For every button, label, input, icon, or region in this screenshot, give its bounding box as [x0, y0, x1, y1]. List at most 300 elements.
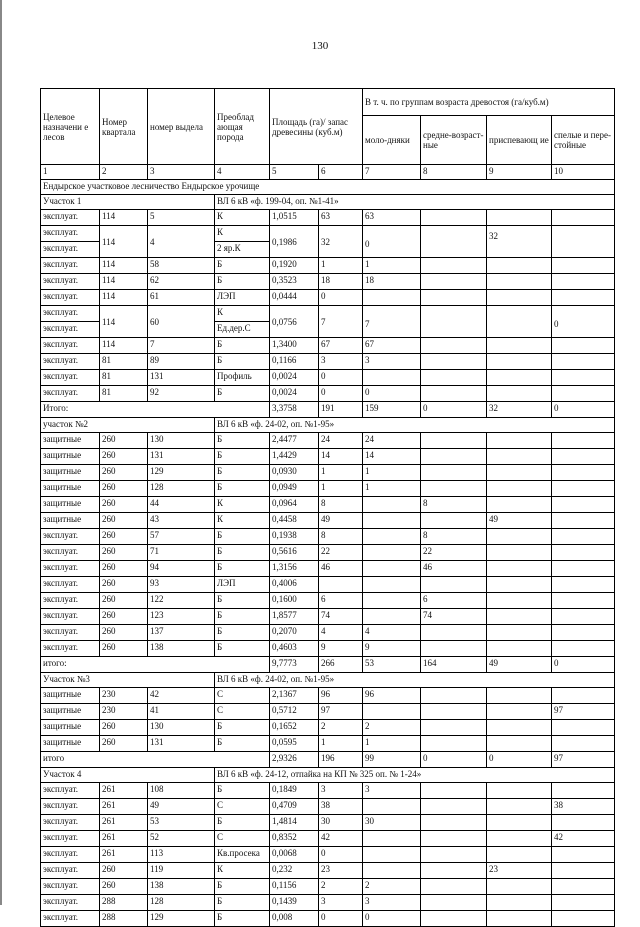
area-cell: 0,1849 [270, 783, 319, 799]
total-volume: 266 [319, 657, 363, 673]
species-cell: Б [215, 736, 270, 752]
allotment-cell: 113 [148, 847, 215, 863]
forest-age-table [40, 88, 615, 927]
mat-cell [552, 593, 615, 609]
volume-cell: 2 [319, 720, 363, 736]
table-row [41, 545, 615, 561]
young-cell: 67 [363, 338, 421, 354]
mat-cell [552, 290, 615, 306]
header-species: Преоблад ающая порода [215, 89, 270, 165]
area-cell: 0,1920 [270, 258, 319, 274]
rip-cell [487, 338, 552, 354]
total-mature: 97 [552, 752, 615, 768]
allotment-cell: 119 [148, 863, 215, 879]
rip-cell [487, 609, 552, 625]
rip-cell [487, 831, 552, 847]
purpose-cell: эксплуат. [41, 609, 100, 625]
purpose-cell: эксплуат. [41, 370, 100, 386]
purpose-cell: эксплуат. [41, 815, 100, 831]
purpose-cell: эксплуат. [41, 258, 100, 274]
young-cell [363, 290, 421, 306]
allotment-cell: 138 [148, 879, 215, 895]
mat-cell [552, 513, 615, 529]
young-cell [363, 704, 421, 720]
purpose-cell: эксплуат. [41, 593, 100, 609]
area-cell: 0,4458 [270, 513, 319, 529]
table-row [41, 847, 615, 863]
table-row [41, 258, 615, 274]
purpose-cell: эксплуат. [41, 879, 100, 895]
species-cell: К [215, 306, 270, 322]
quarter-cell: 260 [100, 561, 148, 577]
area-cell: 0,4603 [270, 641, 319, 657]
purpose-cell: защитные [41, 433, 100, 449]
mat-cell [552, 783, 615, 799]
mat-cell [552, 895, 615, 911]
column-number: 5 [270, 165, 319, 180]
species-cell: К [215, 226, 270, 242]
area-cell: 1,4814 [270, 815, 319, 831]
allotment-cell: 62 [148, 274, 215, 290]
mat-value: 0 [554, 319, 559, 329]
area-cell: 0,0024 [270, 370, 319, 386]
quarter-cell: 260 [100, 577, 148, 593]
purpose-cell: эксплуат. [41, 386, 100, 402]
volume-cell: 4 [319, 625, 363, 641]
mid-cell [421, 274, 487, 290]
young-cell [363, 577, 421, 593]
volume-cell: 1 [319, 465, 363, 481]
total-volume: 196 [319, 752, 363, 768]
power-line-label: ВЛ 6 кВ «ф. 24-02, оп. №1-95» [215, 418, 615, 433]
area-cell: 0,008 [270, 911, 319, 927]
total-young: 159 [363, 402, 421, 418]
young-cell [363, 831, 421, 847]
area-cell: 0,4006 [270, 577, 319, 593]
young-cell: 1 [363, 258, 421, 274]
quarter-cell: 260 [100, 513, 148, 529]
young-cell: 2 [363, 720, 421, 736]
young-cell: 30 [363, 815, 421, 831]
mid-cell [421, 386, 487, 402]
mid-cell [421, 449, 487, 465]
purpose-cell: эксплуат. [41, 863, 100, 879]
mat-cell [552, 354, 615, 370]
area-cell: 0,1166 [270, 354, 319, 370]
allotment-cell: 129 [148, 911, 215, 927]
power-line-label: ВЛ 6 кВ «ф. 24-02, оп. №1-95» [215, 673, 615, 688]
mid-cell [421, 720, 487, 736]
species-cell: Профиль [215, 370, 270, 386]
purpose-cell: эксплуат. [41, 847, 100, 863]
species-cell: Кв.просека [215, 847, 270, 863]
total-ripening: 49 [487, 657, 552, 673]
rip-value: 32 [489, 231, 499, 241]
area-cell: 1,8577 [270, 609, 319, 625]
mid-cell [421, 625, 487, 641]
species-cell: Б [215, 258, 270, 274]
species-cell: С [215, 831, 270, 847]
mat-cell [552, 210, 615, 226]
mid-cell [421, 895, 487, 911]
young-cell [363, 306, 421, 338]
species-cell: Б [215, 895, 270, 911]
forestry-title: Ендырское участковое лесничество Ендырское урочище [41, 180, 615, 195]
volume-cell: 3 [319, 895, 363, 911]
allotment-cell: 93 [148, 577, 215, 593]
allotment-cell: 53 [148, 815, 215, 831]
area-cell: 0,232 [270, 863, 319, 879]
purpose-cell: эксплуат. [41, 561, 100, 577]
allotment-cell: 131 [148, 370, 215, 386]
power-line-label: ВЛ 6 кВ «ф. 24-12, отпайка на КП № 325 оп. № 1-24» [215, 768, 615, 783]
mid-cell [421, 258, 487, 274]
volume-cell: 38 [319, 799, 363, 815]
total-volume: 191 [319, 402, 363, 418]
mid-cell [421, 736, 487, 752]
young-value: 0 [365, 239, 370, 249]
area-cell: 0,0930 [270, 465, 319, 481]
mid-cell [421, 210, 487, 226]
mid-cell: 8 [421, 497, 487, 513]
quarter-cell: 260 [100, 609, 148, 625]
total-ripening: 0 [487, 752, 552, 768]
quarter-cell: 261 [100, 799, 148, 815]
young-cell [363, 561, 421, 577]
purpose-cell: эксплуат. [41, 831, 100, 847]
volume-cell: 0 [319, 370, 363, 386]
rip-cell [487, 720, 552, 736]
purpose-cell: эксплуат. [41, 306, 100, 322]
species-cell: Б [215, 609, 270, 625]
allotment-cell: 7 [148, 338, 215, 354]
allotment-cell: 138 [148, 641, 215, 657]
table-row [41, 210, 615, 226]
total-label: Итого: [41, 402, 270, 418]
quarter-cell: 288 [100, 911, 148, 927]
quarter-cell: 260 [100, 497, 148, 513]
section-name: Участок 4 [41, 768, 215, 783]
table-row [41, 625, 615, 641]
page-number: 130 [311, 40, 329, 52]
total-middle-aged: 0 [421, 752, 487, 768]
table-row [41, 720, 615, 736]
quarter-cell: 260 [100, 879, 148, 895]
purpose-cell: защитные [41, 704, 100, 720]
mid-cell [421, 688, 487, 704]
quarter-cell: 114 [100, 226, 148, 258]
purpose-cell: эксплуат. [41, 911, 100, 927]
table-row [41, 386, 615, 402]
young-cell [363, 863, 421, 879]
table-row [41, 513, 615, 529]
allotment-cell: 92 [148, 386, 215, 402]
species-cell: Б [215, 815, 270, 831]
area-cell: 0,0444 [270, 290, 319, 306]
mid-cell [421, 641, 487, 657]
young-cell: 0 [363, 911, 421, 927]
total-label: итого: [41, 657, 270, 673]
quarter-cell: 260 [100, 449, 148, 465]
volume-cell: 42 [319, 831, 363, 847]
young-cell [363, 497, 421, 513]
area-cell: 1,0515 [270, 210, 319, 226]
table-row [41, 306, 615, 322]
purpose-cell: эксплуат. [41, 274, 100, 290]
table-row [41, 561, 615, 577]
mid-cell [421, 863, 487, 879]
quarter-cell: 260 [100, 465, 148, 481]
rip-cell: 49 [487, 513, 552, 529]
table-row [41, 529, 615, 545]
mat-cell: 38 [552, 799, 615, 815]
area-cell: 0,1439 [270, 895, 319, 911]
volume-cell: 1 [319, 258, 363, 274]
quarter-cell: 260 [100, 481, 148, 497]
volume-cell: 1 [319, 481, 363, 497]
total-middle-aged: 0 [421, 402, 487, 418]
rip-cell [487, 625, 552, 641]
quarter-cell: 260 [100, 863, 148, 879]
quarter-cell: 260 [100, 529, 148, 545]
rip-cell [487, 688, 552, 704]
header-area: Площадь (га)/ запас древесины (куб.м) [270, 89, 363, 165]
area-cell: 0,0595 [270, 736, 319, 752]
table-row [41, 577, 615, 593]
table-row [41, 481, 615, 497]
rip-cell [487, 481, 552, 497]
rip-cell [487, 433, 552, 449]
mat-cell [552, 847, 615, 863]
mid-cell [421, 879, 487, 895]
species-cell: Ед.дер.С [215, 322, 270, 338]
total-ripening: 32 [487, 402, 552, 418]
rip-cell [487, 210, 552, 226]
rip-cell [487, 783, 552, 799]
table-row [41, 879, 615, 895]
rip-cell [487, 545, 552, 561]
mid-cell [421, 513, 487, 529]
mat-cell [552, 258, 615, 274]
mid-cell [421, 354, 487, 370]
species-cell: Б [215, 386, 270, 402]
area-cell: 1,3400 [270, 338, 319, 354]
species-cell: Б [215, 545, 270, 561]
young-cell: 24 [363, 433, 421, 449]
volume-cell: 14 [319, 449, 363, 465]
allotment-cell: 41 [148, 704, 215, 720]
species-cell: Б [215, 274, 270, 290]
young-cell: 18 [363, 274, 421, 290]
rip-cell [487, 274, 552, 290]
mat-cell [552, 736, 615, 752]
allotment-cell: 123 [148, 609, 215, 625]
young-cell [363, 545, 421, 561]
mat-cell [552, 561, 615, 577]
volume-cell: 32 [319, 226, 363, 258]
allotment-cell: 108 [148, 783, 215, 799]
species-cell: Б [215, 529, 270, 545]
purpose-cell: эксплуат. [41, 338, 100, 354]
volume-cell: 1 [319, 736, 363, 752]
volume-cell: 97 [319, 704, 363, 720]
total-young: 53 [363, 657, 421, 673]
column-number: 2 [100, 165, 148, 180]
mid-cell [421, 783, 487, 799]
mat-cell [552, 449, 615, 465]
table-row [41, 704, 615, 720]
rip-cell [487, 847, 552, 863]
quarter-cell: 260 [100, 433, 148, 449]
area-cell: 0,3523 [270, 274, 319, 290]
area-cell: 0,8352 [270, 831, 319, 847]
total-area: 3,3758 [270, 402, 319, 418]
allotment-cell: 57 [148, 529, 215, 545]
rip-cell [487, 497, 552, 513]
quarter-cell: 114 [100, 338, 148, 354]
species-cell: Б [215, 593, 270, 609]
mid-cell [421, 831, 487, 847]
table-row [41, 274, 615, 290]
rip-cell [487, 577, 552, 593]
area-cell: 2,1367 [270, 688, 319, 704]
quarter-cell: 261 [100, 815, 148, 831]
mat-cell [552, 815, 615, 831]
table-row [41, 736, 615, 752]
quarter-cell: 260 [100, 641, 148, 657]
table-row [41, 911, 615, 927]
quarter-cell: 114 [100, 258, 148, 274]
section-name: Участок 1 [41, 195, 215, 210]
allotment-cell: 122 [148, 593, 215, 609]
table-row [41, 433, 615, 449]
table-row [41, 338, 615, 354]
table-row [41, 863, 615, 879]
total-row [41, 657, 615, 673]
volume-cell: 96 [319, 688, 363, 704]
column-number: 9 [487, 165, 552, 180]
total-mature: 0 [552, 402, 615, 418]
species-cell: К [215, 513, 270, 529]
table-row [41, 226, 615, 242]
table-row [41, 895, 615, 911]
area-cell: 0,2070 [270, 625, 319, 641]
table-row [41, 609, 615, 625]
young-cell [363, 529, 421, 545]
rip-cell [487, 290, 552, 306]
mid-cell [421, 290, 487, 306]
column-number: 8 [421, 165, 487, 180]
volume-cell: 0 [319, 847, 363, 863]
header-ripening: приспевающ ие [487, 116, 552, 165]
volume-cell: 0 [319, 290, 363, 306]
species-cell: Б [215, 433, 270, 449]
purpose-cell: эксплуат. [41, 226, 100, 242]
purpose-cell: защитные [41, 513, 100, 529]
mid-cell [421, 226, 487, 258]
rip-cell [487, 911, 552, 927]
rip-cell [487, 815, 552, 831]
rip-cell [487, 704, 552, 720]
mat-cell [552, 386, 615, 402]
rip-cell [487, 736, 552, 752]
young-cell [363, 593, 421, 609]
mat-cell [552, 370, 615, 386]
young-cell [363, 799, 421, 815]
area-cell: 2,4477 [270, 433, 319, 449]
allotment-cell: 128 [148, 895, 215, 911]
allotment-cell: 71 [148, 545, 215, 561]
purpose-cell: эксплуат. [41, 625, 100, 641]
mat-cell [552, 433, 615, 449]
mat-cell [552, 338, 615, 354]
rip-cell [487, 895, 552, 911]
total-mature: 0 [552, 657, 615, 673]
table-row [41, 831, 615, 847]
mat-cell [552, 481, 615, 497]
allotment-cell: 60 [148, 306, 215, 338]
header-mature: спелые и пере-стойные [552, 116, 615, 165]
purpose-cell: эксплуат. [41, 641, 100, 657]
mid-cell [421, 799, 487, 815]
mat-cell [552, 577, 615, 593]
allotment-cell: 130 [148, 433, 215, 449]
area-cell: 0,5712 [270, 704, 319, 720]
purpose-cell: эксплуат. [41, 545, 100, 561]
species-cell: 2 яр.К [215, 242, 270, 258]
mat-cell [552, 879, 615, 895]
mat-cell [552, 465, 615, 481]
rip-cell [487, 879, 552, 895]
volume-cell: 49 [319, 513, 363, 529]
mid-cell: 46 [421, 561, 487, 577]
species-cell: Б [215, 783, 270, 799]
mat-cell [552, 226, 615, 258]
young-cell: 0 [363, 386, 421, 402]
mat-cell [552, 625, 615, 641]
young-cell: 14 [363, 449, 421, 465]
power-line-label: ВЛ 6 кВ «ф. 199-04, оп. №1-41» [215, 195, 615, 210]
volume-cell: 3 [319, 783, 363, 799]
table-row [41, 370, 615, 386]
allotment-cell: 61 [148, 290, 215, 306]
area-cell: 0,0756 [270, 306, 319, 338]
species-cell: Б [215, 338, 270, 354]
young-cell: 63 [363, 210, 421, 226]
volume-cell: 63 [319, 210, 363, 226]
mid-cell: 22 [421, 545, 487, 561]
young-cell: 3 [363, 895, 421, 911]
mid-cell [421, 704, 487, 720]
quarter-cell: 81 [100, 370, 148, 386]
purpose-cell: эксплуат. [41, 895, 100, 911]
allotment-cell: 128 [148, 481, 215, 497]
species-cell: К [215, 863, 270, 879]
area-cell: 0,0024 [270, 386, 319, 402]
table-row [41, 641, 615, 657]
rip-cell [487, 799, 552, 815]
species-cell: ЛЭП [215, 290, 270, 306]
allotment-cell: 131 [148, 449, 215, 465]
mid-cell [421, 370, 487, 386]
mat-cell [552, 911, 615, 927]
purpose-cell: защитные [41, 736, 100, 752]
species-cell: К [215, 210, 270, 226]
section-name: участок №2 [41, 418, 215, 433]
table-row [41, 783, 615, 799]
table-row [41, 497, 615, 513]
mid-cell [421, 481, 487, 497]
